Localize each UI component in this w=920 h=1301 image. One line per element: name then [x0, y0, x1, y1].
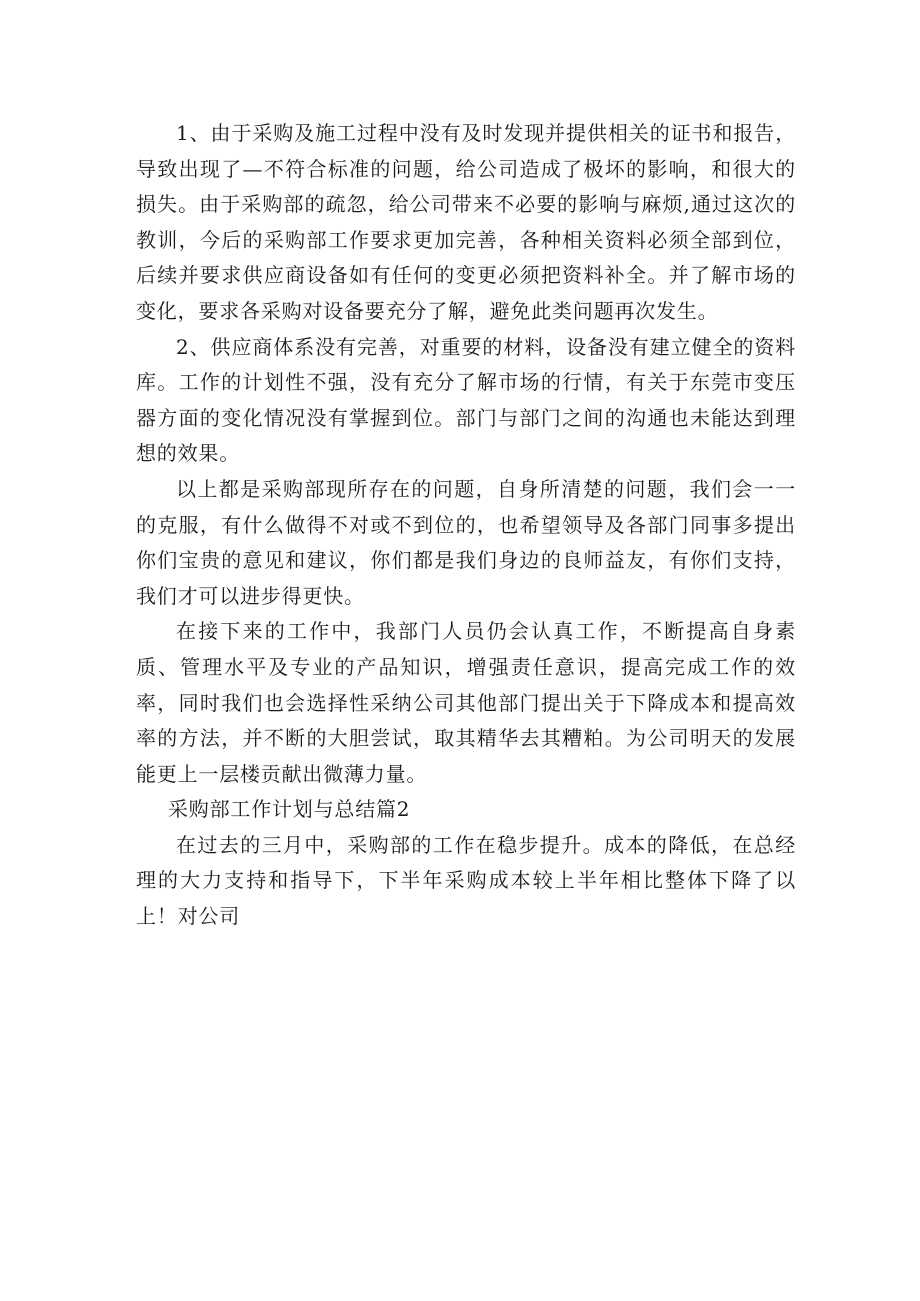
paragraph-intro-section-2: 在过去的三月中，采购部的工作在稳步提升。成本的降低，在总经理的大力支持和指导下，下半年采购成本较上半年相比整体下降了以上！对公司	[136, 832, 796, 929]
document-body	[136, 116, 796, 935]
paragraph-summary: 以上都是采购部现所存在的问题，自身所清楚的问题，我们会一一的克服，有什么做得不对或不到位的，也希望领导及各部门同事多提出你们宝贵的意见和建议，你们都是我们身边的良师益友，有你们支持，我们才可以进步得更快。	[136, 476, 796, 608]
section-heading: 采购部工作计划与总结篇2	[168, 797, 411, 822]
paragraph-next-steps: 在接下来的工作中，我部门人员仍会认真工作，不断提高自身素质、管理水平及专业的产品知识，增强责任意识，提高完成工作的效率，同时我们也会选择性采纳公司其他部门提出关于下降成本和提高效率的方法，并不断的大胆尝试，取其精华去其糟粕。为公司明天的发展能更上一层楼贡献出微薄力量。	[136, 619, 796, 786]
paragraph-issue-1: 1、由于采购及施工过程中没有及时发现并提供相关的证书和报告，导致出现了—不符合标准的问题，给公司造成了极坏的影响，和很大的损失。由于采购部的疏忽，给公司带来不必要的影响与麻烦,通过这次的教训，今后的采购部工作要求更加完善，各种相关资料必须全部到位，后续并要求供应商设备如有任何的变更必须把资料补全。并了解市场的变化，要求各采购对设备要充分了解，避免此类问题再次发生。	[136, 121, 796, 323]
paragraph-issue-2: 2、供应商体系没有完善，对重要的材料，设备没有建立健全的资料库。工作的计划性不强，没有充分了解市场的行情，有关于东莞市变压器方面的变化情况没有掌握到位。部门与部门之间的沟通也未能达到理想的效果。	[136, 334, 796, 466]
